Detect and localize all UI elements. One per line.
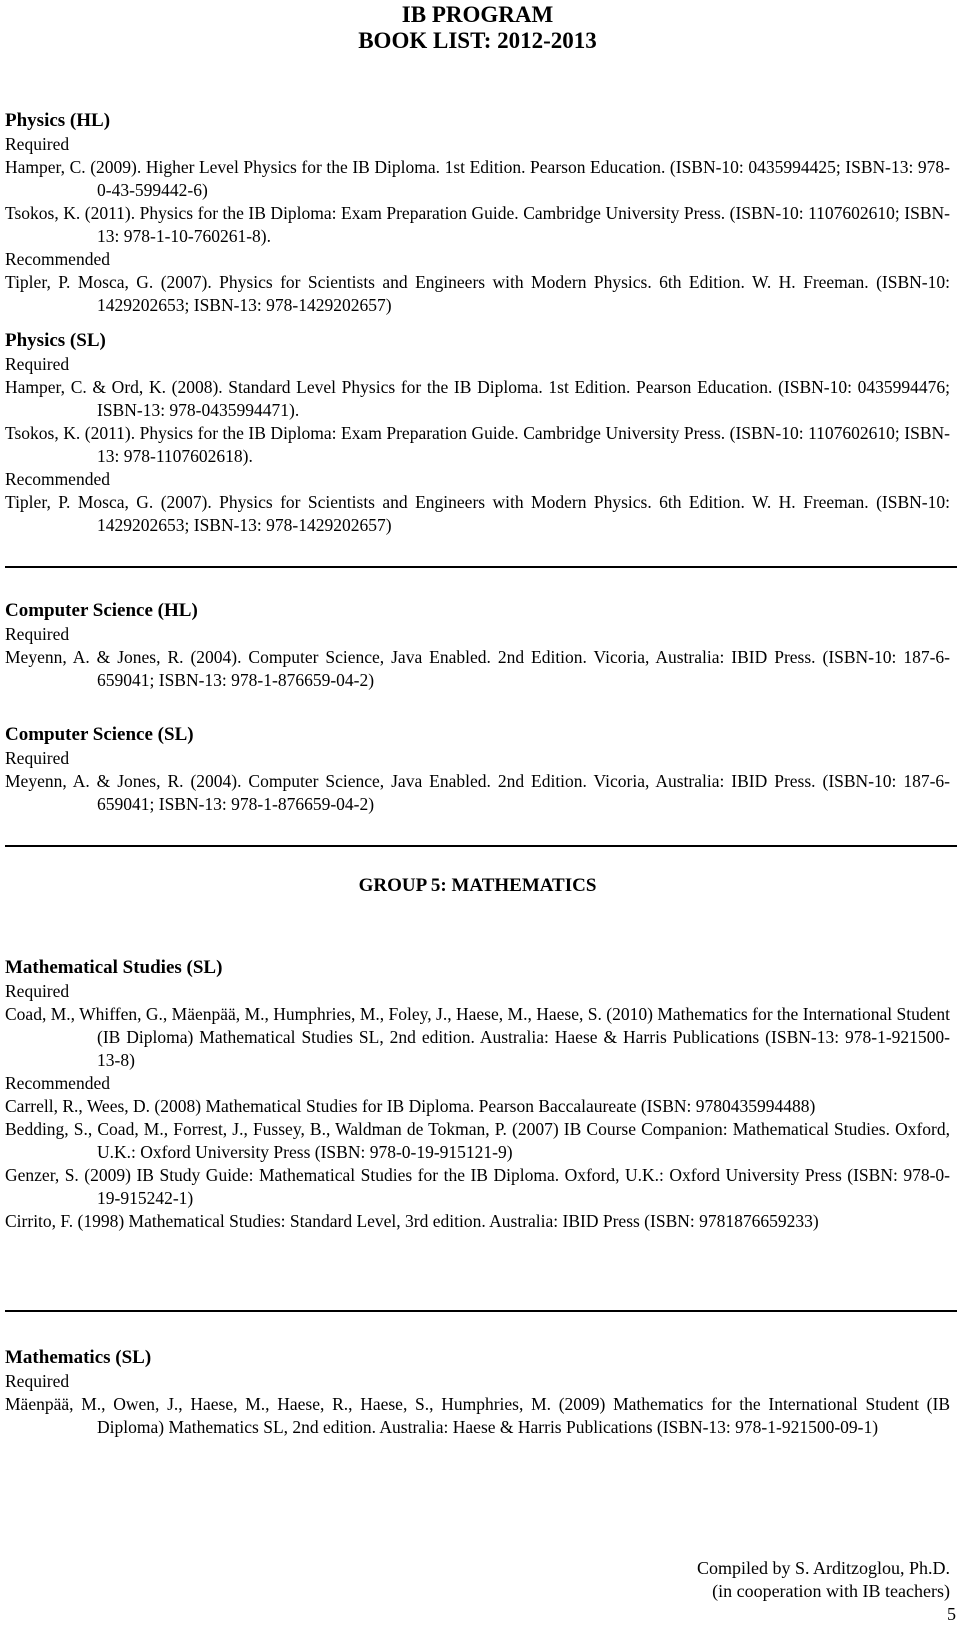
section-heading: Computer Science (HL) [5,600,198,621]
section-physics-sl [5,328,950,537]
book-entry: Meyenn, A. & Jones, R. (2004). Computer Science, Java Enabled. 2nd Edition. Vicoria, Australia: IBID Press. (ISBN-10: 187-6-659041; ISBN-13: 978-1-876659-04-2) [5,647,950,690]
required-label: Required [5,624,70,644]
book-entry: Hamper, C. (2009). Higher Level Physics for the IB Diploma. 1st Edition. Pearson Education. (ISBN-10: 0435994425; ISBN-13: 978-0-43-599442-6) [5,157,950,200]
title-line-1: IB PROGRAM [401,2,554,27]
section-heading: Computer Science (SL) [5,724,194,745]
compiler-line: Compiled by S. Arditzoglou, Ph.D. [696,1558,950,1578]
book-entry: Carrell, R., Wees, D. (2008) Mathematical Studies for IB Diploma. Pearson Baccalaureate (ISBN: 9780435994488) [5,1096,816,1116]
required-label: Required [5,1371,70,1391]
section-heading: Mathematical Studies (SL) [5,957,223,978]
recommended-label: Recommended [5,469,110,489]
section-divider [5,566,957,568]
cooperation-line: (in cooperation with IB teachers) [712,1581,950,1601]
book-entry: Tipler, P. Mosca, G. (2007). Physics for Scientists and Engineers with Modern Physics. 6th Edition. W. H. Freeman. (ISBN-10: 1429202653; ISBN-13: 978-1429202657) [5,272,950,315]
section-divider [5,845,957,847]
book-entry: Mäenpää, M., Owen, J., Haese, M., Haese, R., Haese, S., Humphries, M. (2009) Mathematics for the International Student (IB Diploma) Mathematics SL, 2nd edition. Australia: Haese & Harris Publications (ISBN-13: 978-1-921500-09-1) [5,1394,950,1437]
required-label: Required [5,981,70,1001]
book-entry: Cirrito, F. (1998) Mathematical Studies: Standard Level, 3rd edition. Australia: IBID Press (ISBN: 9781876659233) [5,1211,819,1231]
section-heading: Mathematics (SL) [5,1347,152,1368]
section-divider [5,1310,957,1312]
book-entry: Tsokos, K. (2011). Physics for the IB Diploma: Exam Preparation Guide. Cambridge University Press. (ISBN-10: 1107602610; ISBN-13: 978-1-10-760261-8). [5,203,950,246]
recommended-label: Recommended [5,249,110,269]
section-heading: Physics (SL) [5,330,106,351]
recommended-label: Recommended [5,1073,110,1093]
document-page [5,0,950,54]
required-label: Required [5,354,70,374]
section-cs-sl [5,722,950,816]
document-title [5,0,950,54]
book-entry: Tsokos, K. (2011). Physics for the IB Diploma: Exam Preparation Guide. Cambridge University Press. (ISBN-10: 1107602610; ISBN-13: 978-1107602618). [5,423,950,466]
book-entry: Bedding, S., Coad, M., Forrest, J., Fussey, B., Waldman de Tokman, P. (2007) IB Course Companion: Mathematical Studies. Oxford, U.K.: Oxford University Press (ISBN: 978-0-19-915121-9) [5,1119,950,1162]
page-number: 5 [947,1604,956,1624]
book-entry: Coad, M., Whiffen, G., Mäenpää, M., Humphries, M., Foley, J., Haese, M., Haese, S. (2010) Mathematics for the International Student (IB Diploma) Mathematical Studies SL, 2nd edition. Australia: Haese & Harris Publications (ISBN-13: 978-1-921500-13-8) [5,1004,950,1070]
section-math-sl [5,1345,950,1439]
compiler-credit [697,1557,950,1603]
book-entry: Tipler, P. Mosca, G. (2007). Physics for Scientists and Engineers with Modern Physics. 6th Edition. W. H. Freeman. (ISBN-10: 1429202653; ISBN-13: 978-1429202657) [5,492,950,535]
section-cs-hl [5,598,950,692]
section-heading: Physics (HL) [5,110,111,131]
book-entry: Meyenn, A. & Jones, R. (2004). Computer Science, Java Enabled. 2nd Edition. Vicoria, Australia: IBID Press. (ISBN-10: 187-6-659041; ISBN-13: 978-1-876659-04-2) [5,771,950,814]
group-heading: GROUP 5: MATHEMATICS [358,875,597,896]
required-label: Required [5,748,70,768]
section-math-studies-sl [5,955,950,1233]
title-line-2: BOOK LIST: 2012-2013 [358,28,597,53]
book-entry: Hamper, C. & Ord, K. (2008). Standard Level Physics for the IB Diploma. 1st Edition. Pearson Education. (ISBN-10: 0435994476; ISBN-13: 978-0435994471). [5,377,950,420]
required-label: Required [5,134,70,154]
book-entry: Genzer, S. (2009) IB Study Guide: Mathematical Studies for the IB Diploma. Oxford, U.K.: Oxford University Press (ISBN: 978-0-19-915242-1) [5,1165,950,1208]
section-physics-hl [5,108,950,317]
